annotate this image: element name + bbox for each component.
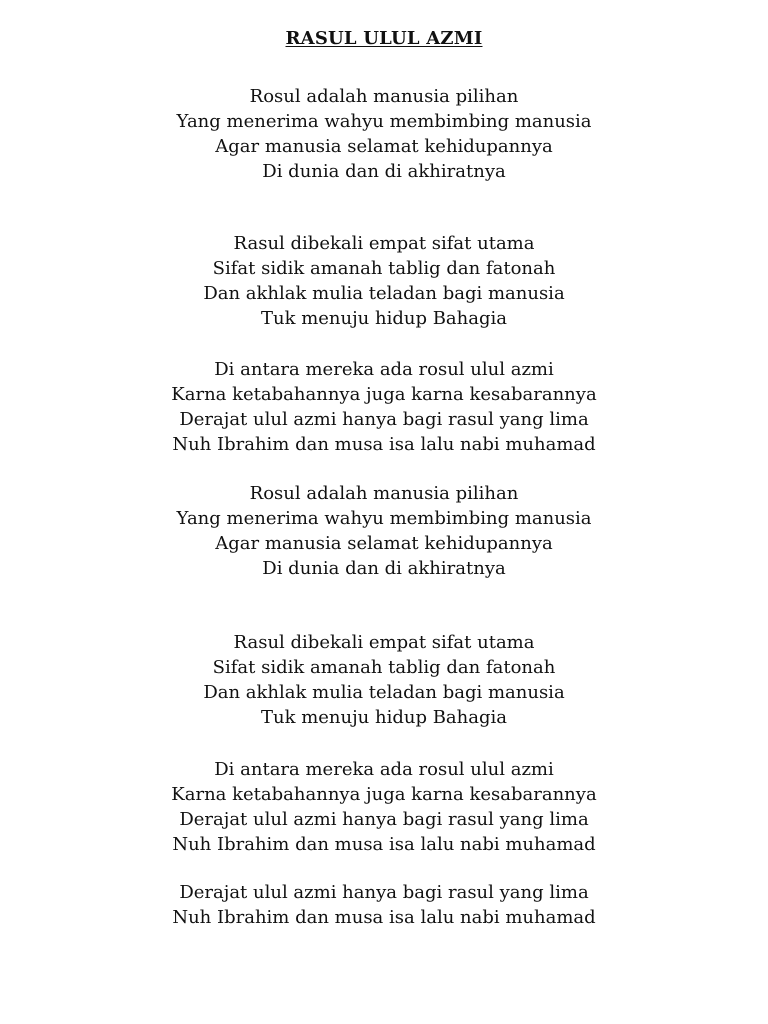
poem-line: Rasul dibekali empat sifat utama bbox=[233, 632, 535, 653]
poem-line: Rosul adalah manusia pilihan bbox=[249, 86, 519, 107]
poem-line: Derajat ulul azmi hanya bagi rasul yang lima bbox=[179, 809, 589, 830]
stanza-1 bbox=[0, 84, 768, 184]
stanza-5 bbox=[0, 630, 768, 730]
stanza-4 bbox=[0, 481, 768, 581]
poem-line: Agar manusia selamat kehidupannya bbox=[215, 533, 553, 554]
stanza-2 bbox=[0, 231, 768, 331]
poem-line: Di dunia dan di akhiratnya bbox=[262, 558, 506, 579]
poem-line: Yang menerima wahyu membimbing manusia bbox=[176, 508, 592, 529]
poem-line: Nuh Ibrahim dan musa isa lalu nabi muhamad bbox=[172, 834, 596, 855]
poem-line: Karna ketabahannya juga karna kesabarannya bbox=[171, 784, 597, 805]
poem-line: Dan akhlak mulia teladan bagi manusia bbox=[203, 682, 565, 703]
poem-line: Di antara mereka ada rosul ulul azmi bbox=[214, 359, 554, 380]
stanza-6 bbox=[0, 757, 768, 857]
poem-line: Di antara mereka ada rosul ulul azmi bbox=[214, 759, 554, 780]
page-title: RASUL ULUL AZMI bbox=[285, 28, 483, 49]
poem-line: Dan akhlak mulia teladan bagi manusia bbox=[203, 283, 565, 304]
poem-line: Derajat ulul azmi hanya bagi rasul yang lima bbox=[179, 409, 589, 430]
poem-line: Derajat ulul azmi hanya bagi rasul yang lima bbox=[179, 882, 589, 903]
poem-line: Rasul dibekali empat sifat utama bbox=[233, 233, 535, 254]
poem-line: Nuh Ibrahim dan musa isa lalu nabi muhamad bbox=[172, 434, 596, 455]
poem-line: Tuk menuju hidup Bahagia bbox=[260, 707, 508, 728]
poem-line: Sifat sidik amanah tablig dan fatonah bbox=[212, 258, 556, 279]
poem-line: Agar manusia selamat kehidupannya bbox=[215, 136, 553, 157]
poem-line: Sifat sidik amanah tablig dan fatonah bbox=[212, 657, 556, 678]
poem-line: Nuh Ibrahim dan musa isa lalu nabi muhamad bbox=[172, 907, 596, 928]
poem-line: Yang menerima wahyu membimbing manusia bbox=[176, 111, 592, 132]
poem-line: Tuk menuju hidup Bahagia bbox=[260, 308, 508, 329]
stanza-7 bbox=[0, 880, 768, 930]
poem-line: Karna ketabahannya juga karna kesabarannya bbox=[171, 384, 597, 405]
poem-line: Rosul adalah manusia pilihan bbox=[249, 483, 519, 504]
stanza-3 bbox=[0, 357, 768, 457]
poem-line: Di dunia dan di akhiratnya bbox=[262, 161, 506, 182]
